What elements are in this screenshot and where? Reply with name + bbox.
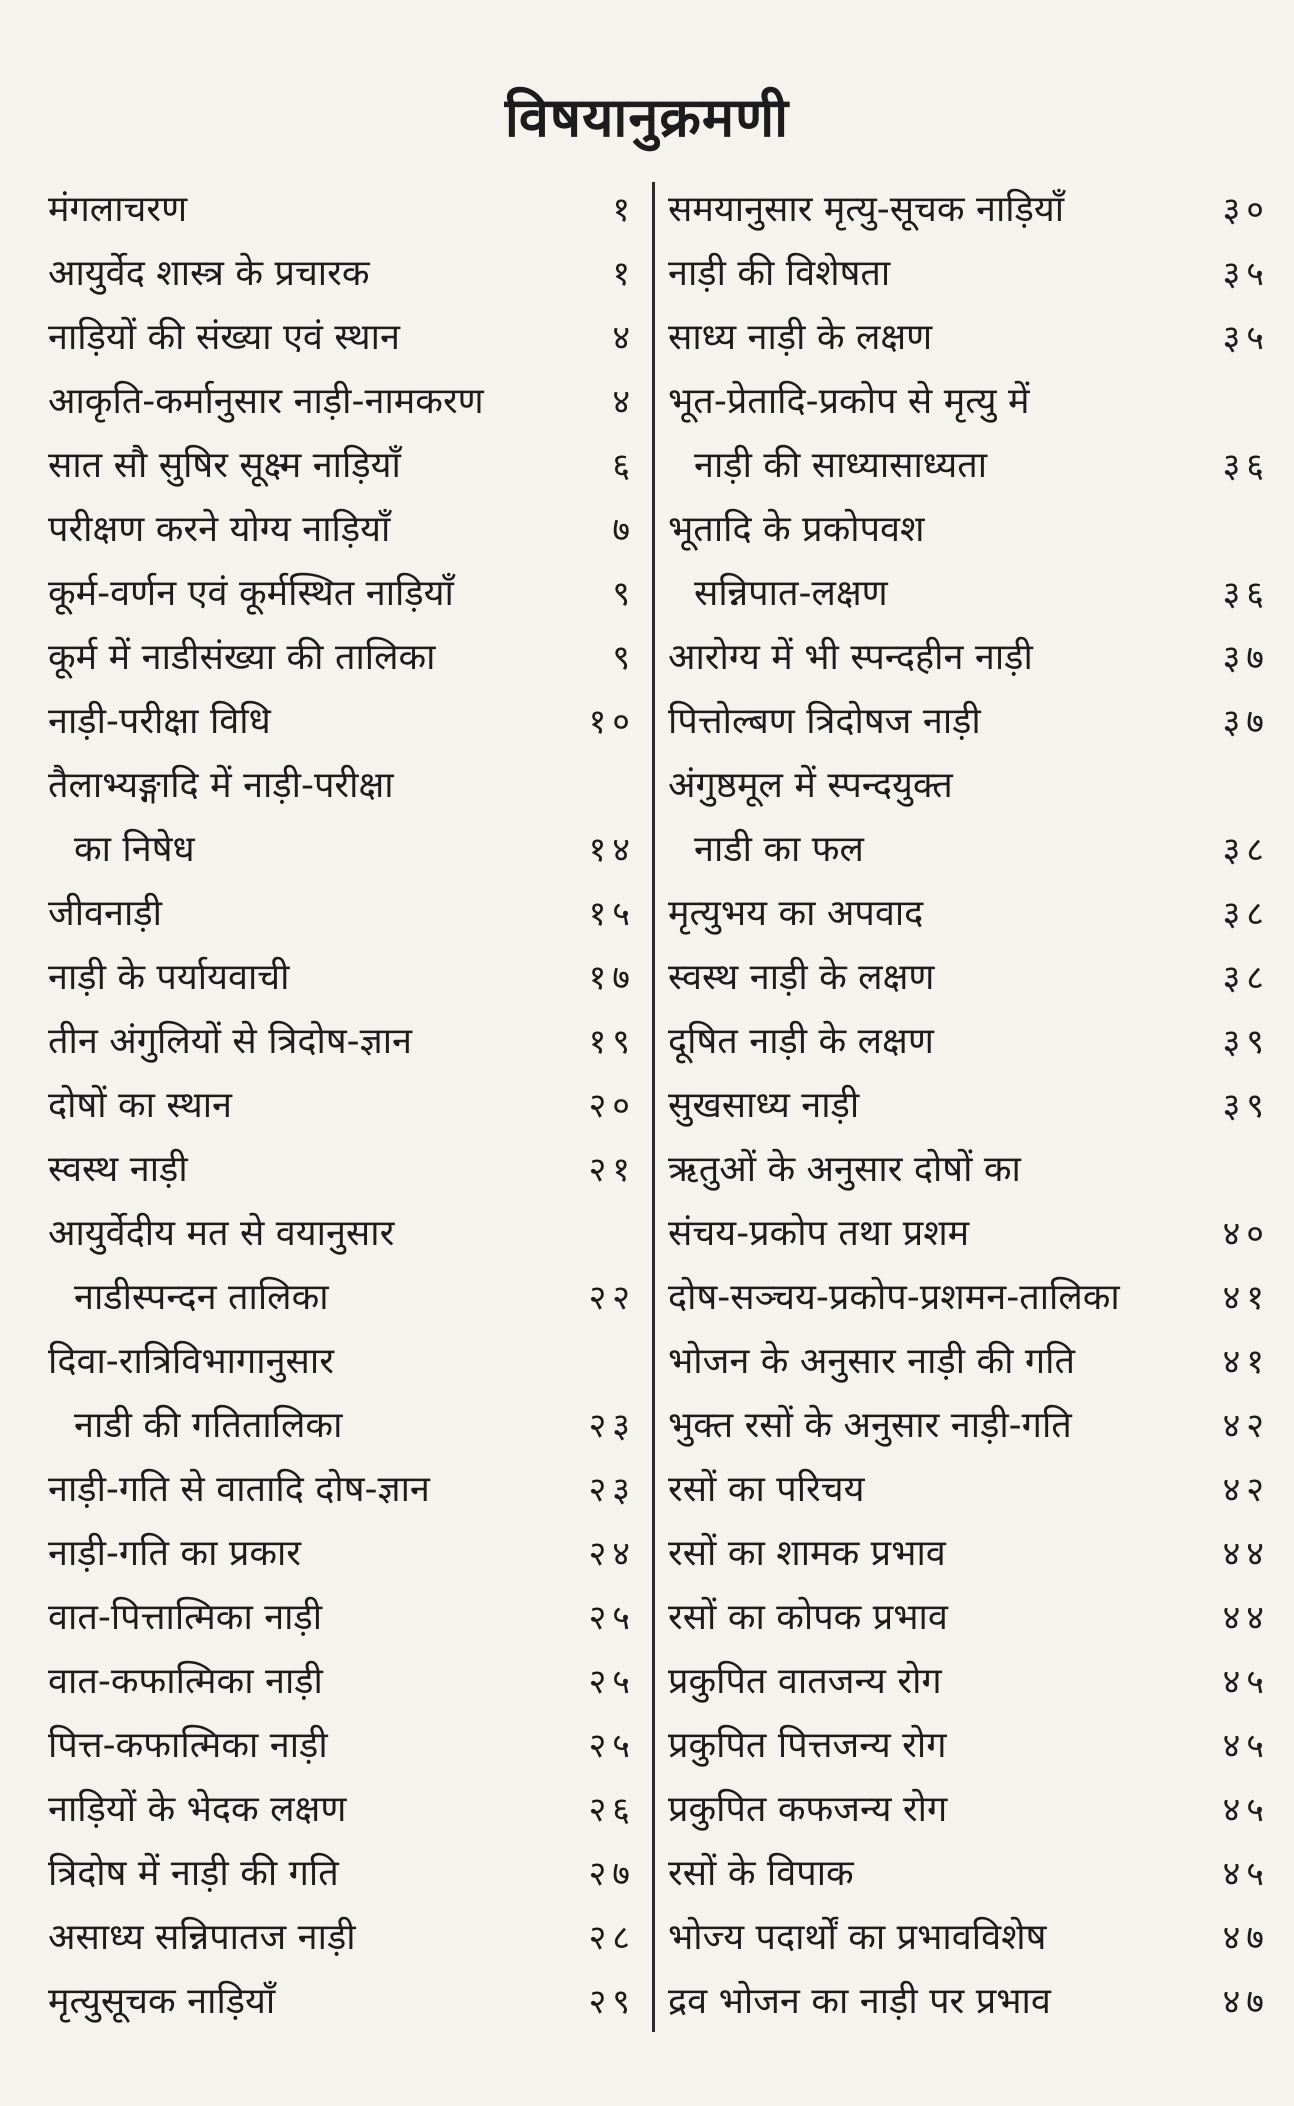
toc-entry-title: नाड़ी-गति से वातादि दोष-ज्ञान	[48, 1469, 430, 1510]
toc-entry-title: नाड़ी-परीक्षा विधि	[48, 701, 271, 742]
toc-entry-title: नाड़ी-गति का प्रकार	[48, 1533, 302, 1574]
toc-entry-title: संचय-प्रकोप तथा प्रशम	[668, 1213, 970, 1254]
toc-entry-page: ४७	[1222, 1918, 1270, 1958]
toc-entry	[48, 1074, 636, 1138]
toc-entry	[48, 1330, 636, 1394]
toc-entry-page: १९	[588, 1022, 636, 1062]
toc-entry	[668, 1074, 1278, 1138]
toc-entry-page: १५	[588, 894, 636, 934]
toc-entry-page: ९	[612, 638, 636, 678]
toc-entry-page: ४४	[1222, 1598, 1270, 1638]
toc-entry-title: आयुर्वेदीय मत से वयानुसार	[48, 1213, 395, 1254]
toc-entry-title: तैलाभ्यङ्गादि में नाड़ी-परीक्षा	[48, 765, 394, 806]
toc-entry	[668, 818, 1278, 882]
toc-entry-title: स्वस्थ नाड़ी के लक्षण	[668, 957, 935, 998]
toc-entry-title: मृत्युसूचक नाड़ियाँ	[48, 1981, 276, 2022]
toc-entry-page: ३६	[1222, 446, 1270, 486]
toc-entry-page: ३५	[1222, 318, 1270, 358]
toc-entry-title: पित्त-कफात्मिका नाड़ी	[48, 1725, 328, 1766]
page-title: विषयानुक्रमणी	[504, 86, 790, 149]
toc-entry	[48, 1266, 636, 1330]
toc-entry	[668, 1842, 1278, 1906]
toc-entry-title: रसों का कोपक प्रभाव	[668, 1597, 948, 1638]
toc-entry-page: ४४	[1222, 1534, 1270, 1574]
toc-entry-page: ३८	[1222, 958, 1270, 998]
toc-entry-title: भोजन के अनुसार नाड़ी की गति	[668, 1341, 1076, 1382]
toc-entry-page: ४५	[1222, 1854, 1270, 1894]
toc-entry-title: आयुर्वेद शास्त्र के प्रचारक	[48, 253, 370, 294]
toc-entry-title: नाड़ी की विशेषता	[668, 253, 891, 294]
toc-entry-page: १	[612, 254, 636, 294]
toc-entry	[48, 882, 636, 946]
toc-entry-title: ऋतुओं के अनुसार दोषों का	[668, 1149, 1021, 1190]
toc-entry-title: स्वस्थ नाड़ी	[48, 1149, 188, 1190]
toc-entry-title: परीक्षण करने योग्य नाड़ियाँ	[48, 509, 391, 550]
toc-entry	[668, 1906, 1278, 1970]
toc-entry	[668, 754, 1278, 818]
toc-entry-page: १०	[588, 702, 636, 742]
toc-entry-page: ३७	[1222, 638, 1270, 678]
toc-entry-page: ४१	[1222, 1342, 1270, 1382]
toc-entry-title: वात-पित्तात्मिका नाड़ी	[48, 1597, 323, 1638]
toc-entry	[668, 242, 1278, 306]
toc-entry-title: दूषित नाड़ी के लक्षण	[668, 1021, 934, 1062]
toc-entry-page: ९	[612, 574, 636, 614]
toc-entry-page: ३७	[1222, 702, 1270, 742]
toc-entry-title: मंगलाचरण	[48, 189, 188, 230]
toc-entry	[48, 1394, 636, 1458]
toc-entry	[668, 370, 1278, 434]
toc-entry-title: भूत-प्रेतादि-प्रकोप से मृत्यु में	[668, 381, 1030, 422]
toc-entry-page: २१	[588, 1150, 636, 1190]
toc-entry	[668, 178, 1278, 242]
toc-entry-title: समयानुसार मृत्यु-सूचक नाड़ियाँ	[668, 189, 1065, 230]
toc-entry-title: भोज्य पदार्थों का प्रभावविशेष	[668, 1917, 1047, 1958]
toc-entry-page: २५	[588, 1662, 636, 1702]
toc-entry-title: आरोग्य में भी स्पन्दहीन नाड़ी	[668, 637, 1033, 678]
toc-entry-title: रसों का शामक प्रभाव	[668, 1533, 946, 1574]
toc-entry	[668, 306, 1278, 370]
toc-entry-page: १४	[588, 830, 636, 870]
toc-entry-title: सात सौ सुषिर सूक्ष्म नाड़ियाँ	[48, 445, 401, 486]
toc-entry	[48, 242, 636, 306]
toc-entry-title: द्रव भोजन का नाड़ी पर प्रभाव	[668, 1981, 1051, 2022]
toc-entry	[48, 1586, 636, 1650]
toc-entry-title: कूर्म-वर्णन एवं कूर्मस्थित नाड़ियाँ	[48, 573, 454, 614]
toc-entry-page: ७	[612, 510, 636, 550]
toc-entry-page: ४	[612, 382, 636, 422]
toc-entry-title: भुक्त रसों के अनुसार नाड़ी-गति	[668, 1405, 1072, 1446]
toc-entry-page: २५	[588, 1726, 636, 1766]
toc-entry-title: का निषेध	[74, 829, 195, 870]
toc-entry-title: नाड़ियों के भेदक लक्षण	[48, 1789, 347, 1830]
toc-entry	[668, 690, 1278, 754]
toc-entry	[48, 1970, 636, 2034]
toc-entry-page: १	[612, 190, 636, 230]
toc-entry-title: प्रकुपित कफजन्य रोग	[668, 1789, 948, 1830]
toc-entry	[48, 1842, 636, 1906]
toc-entry-page: २०	[588, 1086, 636, 1126]
toc-entry-title: सुखसाध्य नाड़ी	[668, 1085, 860, 1126]
toc-entry-page: ४१	[1222, 1278, 1270, 1318]
toc-entry	[668, 498, 1278, 562]
toc-entry-page: ३९	[1222, 1022, 1270, 1062]
toc-entry	[668, 882, 1278, 946]
toc-entry	[668, 1714, 1278, 1778]
toc-entry	[48, 754, 636, 818]
toc-entry-title: दोषों का स्थान	[48, 1085, 233, 1126]
toc-entry-page: २८	[588, 1918, 636, 1958]
toc-entry-title: पित्तोल्बण त्रिदोषज नाड़ी	[668, 701, 981, 742]
toc-entry	[668, 1650, 1278, 1714]
toc-entry	[668, 1010, 1278, 1074]
toc-entry-page: ३९	[1222, 1086, 1270, 1126]
toc-entry-title: सन्निपात-लक्षण	[694, 573, 888, 614]
toc-entry-title: प्रकुपित पित्तजन्य रोग	[668, 1725, 947, 1766]
toc-entry	[668, 946, 1278, 1010]
toc-entry-title: भूतादि के प्रकोपवश	[668, 509, 925, 550]
toc-entry	[668, 1522, 1278, 1586]
toc-entry-page: ४२	[1222, 1406, 1270, 1446]
toc-entry-page: ४२	[1222, 1470, 1270, 1510]
toc-entry-title: नाड़ी की साध्यासाध्यता	[694, 445, 988, 486]
toc-entry	[48, 1138, 636, 1202]
column-divider	[652, 182, 655, 2032]
toc-entry	[48, 1714, 636, 1778]
toc-entry	[48, 690, 636, 754]
toc-entry-title: मृत्युभय का अपवाद	[668, 893, 924, 934]
toc-entry-page: २५	[588, 1598, 636, 1638]
toc-entry-page: ४५	[1222, 1662, 1270, 1702]
toc-entry-title: अंगुष्ठमूल में स्पन्दयुक्त	[668, 765, 953, 806]
toc-entry-title: जीवनाड़ी	[48, 893, 162, 934]
toc-entry	[668, 1778, 1278, 1842]
toc-entry-title: नाड़ी के पर्यायवाची	[48, 957, 290, 998]
toc-entry-title: साध्य नाड़ी के लक्षण	[668, 317, 933, 358]
toc-entry	[668, 1586, 1278, 1650]
toc-entry-page: १७	[588, 958, 636, 998]
toc-entry	[668, 1138, 1278, 1202]
toc-right-column	[668, 178, 1278, 2034]
toc-entry	[48, 1906, 636, 1970]
toc-entry	[48, 562, 636, 626]
toc-entry-title: नाड़ियों की संख्या एवं स्थान	[48, 317, 400, 358]
toc-entry	[48, 818, 636, 882]
toc-entry	[48, 1650, 636, 1714]
toc-entry	[668, 1970, 1278, 2034]
toc-entry-title: नाडीस्पन्दन तालिका	[74, 1277, 329, 1318]
toc-entry-title: वात-कफात्मिका नाड़ी	[48, 1661, 323, 1702]
toc-entry	[48, 306, 636, 370]
toc-entry	[48, 1778, 636, 1842]
toc-entry	[48, 1522, 636, 1586]
toc-entry	[668, 1266, 1278, 1330]
toc-entry-title: प्रकुपित वातजन्य रोग	[668, 1661, 942, 1702]
toc-entry	[48, 1202, 636, 1266]
toc-entry-title: नाडी का फल	[694, 829, 864, 870]
toc-entry-page: २३	[588, 1470, 636, 1510]
toc-entry	[48, 370, 636, 434]
toc-entry	[668, 1458, 1278, 1522]
toc-entry-title: कूर्म में नाडीसंख्या की तालिका	[48, 637, 436, 678]
toc-entry	[48, 626, 636, 690]
toc-entry-title: दिवा-रात्रिविभागानुसार	[48, 1341, 334, 1382]
toc-entry	[48, 178, 636, 242]
toc-entry-title: रसों के विपाक	[668, 1853, 854, 1894]
toc-entry-page: ४०	[1222, 1214, 1270, 1254]
toc-entry-title: रसों का परिचय	[668, 1469, 865, 1510]
toc-entry	[668, 434, 1278, 498]
toc-entry-page: २९	[588, 1982, 636, 2022]
toc-entry	[48, 1010, 636, 1074]
toc-entry-page: २६	[588, 1790, 636, 1830]
toc-entry-title: दोष-सञ्चय-प्रकोप-प्रशमन-तालिका	[668, 1277, 1120, 1318]
toc-entry-page: २३	[588, 1406, 636, 1446]
toc-entry-page: ४५	[1222, 1790, 1270, 1830]
toc-entry	[48, 434, 636, 498]
toc-entry-title: असाध्य सन्निपातज नाड़ी	[48, 1917, 356, 1958]
toc-entry-page: ४५	[1222, 1726, 1270, 1766]
toc-entry-title: तीन अंगुलियों से त्रिदोष-ज्ञान	[48, 1021, 413, 1062]
toc-entry	[668, 626, 1278, 690]
toc-left-column	[48, 178, 636, 2034]
toc-entry-page: ३६	[1222, 574, 1270, 614]
toc-entry	[668, 1202, 1278, 1266]
toc-entry-page: २७	[588, 1854, 636, 1894]
toc-entry	[668, 1394, 1278, 1458]
toc-entry-title: आकृति-कर्मानुसार नाड़ी-नामकरण	[48, 381, 484, 422]
toc-entry	[668, 562, 1278, 626]
toc-entry-page: ३८	[1222, 894, 1270, 934]
toc-entry-page: २४	[588, 1534, 636, 1574]
toc-entry-title: त्रिदोष में नाड़ी की गति	[48, 1853, 339, 1894]
toc-entry	[48, 946, 636, 1010]
toc-entry	[48, 498, 636, 562]
toc-entry-page: ३८	[1222, 830, 1270, 870]
toc-entry-title: नाडी की गतितालिका	[74, 1405, 343, 1446]
toc-entry-page: ३५	[1222, 254, 1270, 294]
toc-entry	[668, 1330, 1278, 1394]
toc-entry-page: ६	[612, 446, 636, 486]
toc-entry-page: ४७	[1222, 1982, 1270, 2022]
toc-entry-page: ४	[612, 318, 636, 358]
toc-entry	[48, 1458, 636, 1522]
toc-entry-page: २२	[588, 1278, 636, 1318]
toc-entry-page: ३०	[1222, 190, 1270, 230]
